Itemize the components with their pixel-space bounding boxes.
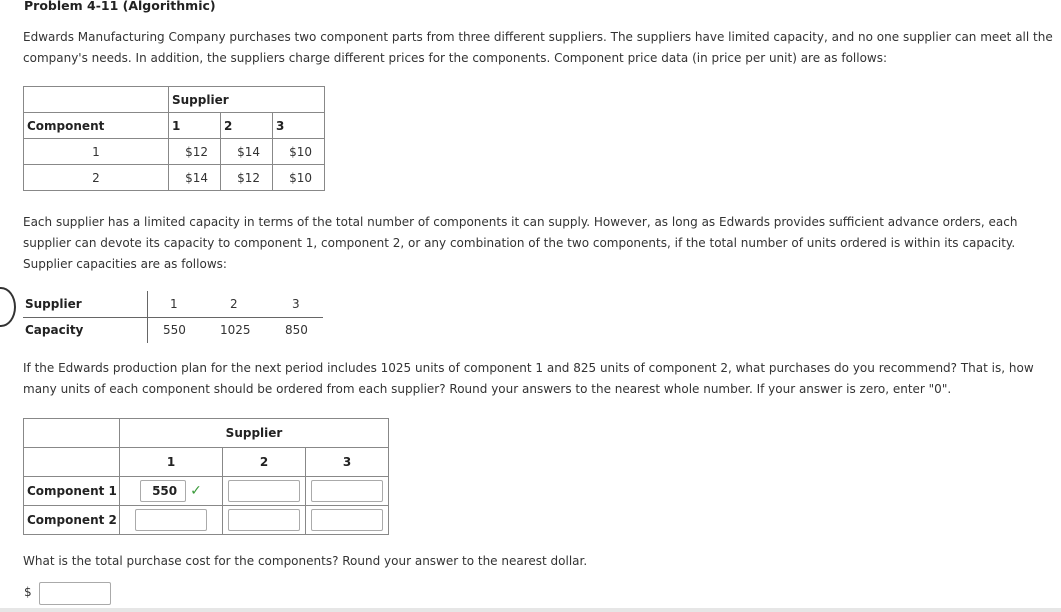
capacity-paragraph: Each supplier has a limited capacity in terms of the total number of components it can supply. However, as long as Edwards provides sufficient advance orders, each supplier can devote its capacity to component 1, component 2, or any combination of the two components, if the total number of units ordered is within its capacity. Supplier capacities are as follows: [23,215,1018,271]
price-component-header: Component [24,113,169,139]
capacity-supplier-2: 2 [230,297,238,311]
answer-input-c2-s3[interactable] [311,509,383,531]
answer-input-c2-s1[interactable] [135,509,207,531]
question-paragraph: If the Edwards production plan for the next period includes 1025 units of component 1 and 825 units of component 2, what purchases do you recommend? That is, how many units of each component should be ordered from each supplier? Round your answers to the nearest whole number. If your answer is zero, enter "0". [23,361,1034,396]
answer-supplier-header: Supplier [120,419,389,448]
answer-table [23,418,389,535]
capacity-capacity-label: Capacity [25,323,84,337]
total-cost-input[interactable] [39,582,111,605]
answer-supplier-2: 2 [223,448,306,477]
intro-paragraph: Edwards Manufacturing Company purchases two component parts from three different suppliers. The suppliers have limited capacity, and no one supplier can meet all the company's needs. In addition, the suppliers charge different prices for the components. Component price data (in price per unit) are as follows: [23,30,1053,65]
capacity-value-3: 850 [285,323,308,337]
price-cell: $14 [221,139,273,165]
price-supplier-header: Supplier [169,87,325,113]
answer-cell-c1-s2 [223,477,306,506]
answer-table-corner [24,419,120,448]
price-cell: $10 [273,165,325,191]
price-cell: $12 [221,165,273,191]
currency-symbol: $ [24,585,32,599]
answer-row-label-component-1: Component 1 [24,477,120,506]
capacity-value-2: 1025 [220,323,251,337]
answer-cell-c2-s1 [120,506,223,535]
price-cell: $10 [273,139,325,165]
answer-row-label-component-2: Component 2 [24,506,120,535]
answer-cell-c1-s3 [306,477,389,506]
answer-supplier-3: 3 [306,448,389,477]
answer-cell-c2-s2 [223,506,306,535]
capacity-value-1: 550 [163,323,186,337]
price-row-component: 1 [24,139,169,165]
capacity-supplier-3: 3 [292,297,300,311]
answer-cell-c2-s3 [306,506,389,535]
price-supplier-2: 2 [221,113,273,139]
answer-input-c1-s2[interactable] [228,480,300,502]
price-supplier-1: 1 [169,113,221,139]
price-table [23,86,325,191]
capacity-supplier-label: Supplier [25,297,82,311]
price-cell: $14 [169,165,221,191]
answer-table-blank [24,448,120,477]
price-cell: $12 [169,139,221,165]
capacity-supplier-1: 1 [170,297,178,311]
problem-title: Problem 4-11 (Algorithmic) [24,0,216,13]
focus-circle-marker [0,287,16,327]
price-supplier-3: 3 [273,113,325,139]
price-table-corner [24,87,169,113]
correct-check-icon: ✓ [190,483,202,499]
answer-input-c1-s3[interactable] [311,480,383,502]
answer-cell-c1-s1 [120,477,223,506]
answer-supplier-1: 1 [120,448,223,477]
bottom-divider [0,608,1061,612]
capacity-divider-vertical [147,291,148,343]
price-row-component: 2 [24,165,169,191]
answer-input-c1-s1[interactable] [140,480,186,502]
total-cost-question: What is the total purchase cost for the components? Round your answer to the nearest dollar. [23,554,588,568]
capacity-divider-horizontal [23,317,323,318]
answer-input-c2-s2[interactable] [228,509,300,531]
